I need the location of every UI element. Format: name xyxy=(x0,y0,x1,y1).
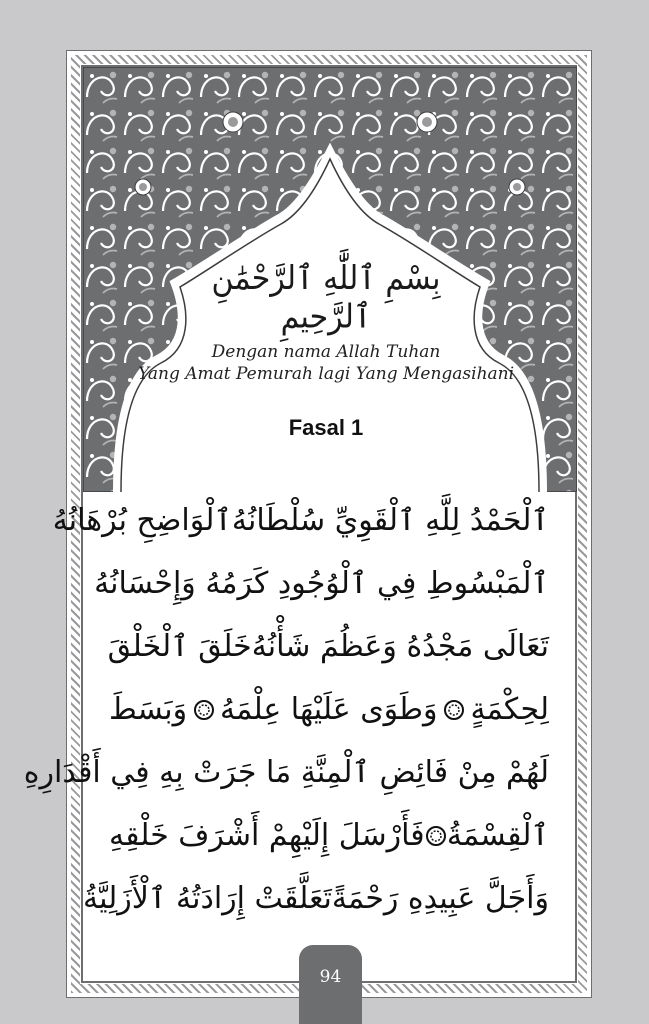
verse-separator-icon xyxy=(193,699,215,721)
text-line-7 xyxy=(83,867,549,930)
translation-line-2: Yang Amat Pemurah lagi Yang Mengasihani xyxy=(137,364,515,384)
translation-line-1: Dengan nama Allah Tuhan xyxy=(211,342,441,362)
bismillah-calligraphy: بِسْمِ ٱللَّٰهِ ٱلرَّحْمَٰنِ ٱلرَّحِيمِ xyxy=(211,259,441,337)
line-4-segment-b: وَطَوَى عَلَيْهَا عِلْمَهُ xyxy=(220,692,438,727)
text-line-1 xyxy=(52,489,549,552)
page xyxy=(23,50,592,998)
arabic-text-body xyxy=(23,489,549,930)
text-line-3 xyxy=(109,615,549,678)
line-7-segment-a: وَأَجَلَّ عَبِيدِهِ رَحْمَةً xyxy=(331,881,549,916)
verse-separator-icon xyxy=(425,825,447,847)
line-4-segment-c: وَبَسَطَ xyxy=(109,692,188,727)
line-4-segment-a: لِحِكْمَةٍ xyxy=(470,692,549,727)
line-7-segment-b: تَعَلَّقَتْ إِرَادَتُهُ ٱلْأَزَلِيَّةُ xyxy=(83,881,332,916)
page-number: 94 xyxy=(319,967,342,987)
text-line-2 xyxy=(94,552,549,615)
line-1-segment-a: ٱلْحَمْدُ لِلَّهِ ٱلْقَوِيِّ سُلْطَانُهُ xyxy=(231,503,549,538)
line-1-segment-b: ٱلْوَاضِحِ بُرْهَانُهُ xyxy=(52,503,232,538)
line-2-segment-a: ٱلْمَبْسُوطِ فِي ٱلْوُجُودِ كَرَمُهُ وَإِحْسَانُهُ xyxy=(94,566,549,601)
page-number-tab xyxy=(299,945,362,1024)
bismillah-translation xyxy=(101,341,551,385)
text-line-4 xyxy=(109,678,549,741)
text-line-5 xyxy=(23,741,549,804)
text-line-6 xyxy=(109,804,549,867)
line-6-segment-a: ٱلْقِسْمَةُ xyxy=(446,818,549,853)
chapter-title: Fasal 1 xyxy=(288,415,364,440)
line-3-segment-a: تَعَالَى مَجْدُهُ وَعَظُمَ شَأْنُهُ xyxy=(251,629,549,664)
line-6-segment-b: فَأَرْسَلَ إِلَيْهِمْ أَشْرَفَ خَلْقِهِ xyxy=(109,818,425,853)
line-3-segment-b: خَلَقَ ٱلْخَلْقَ xyxy=(107,629,252,664)
line-5-segment-a: لَهُمْ مِنْ فَائِضِ ٱلْمِنَّةِ مَا جَرَتْ بِهِ فِي أَقْدَارِهِ xyxy=(23,755,549,790)
verse-separator-icon xyxy=(443,699,465,721)
